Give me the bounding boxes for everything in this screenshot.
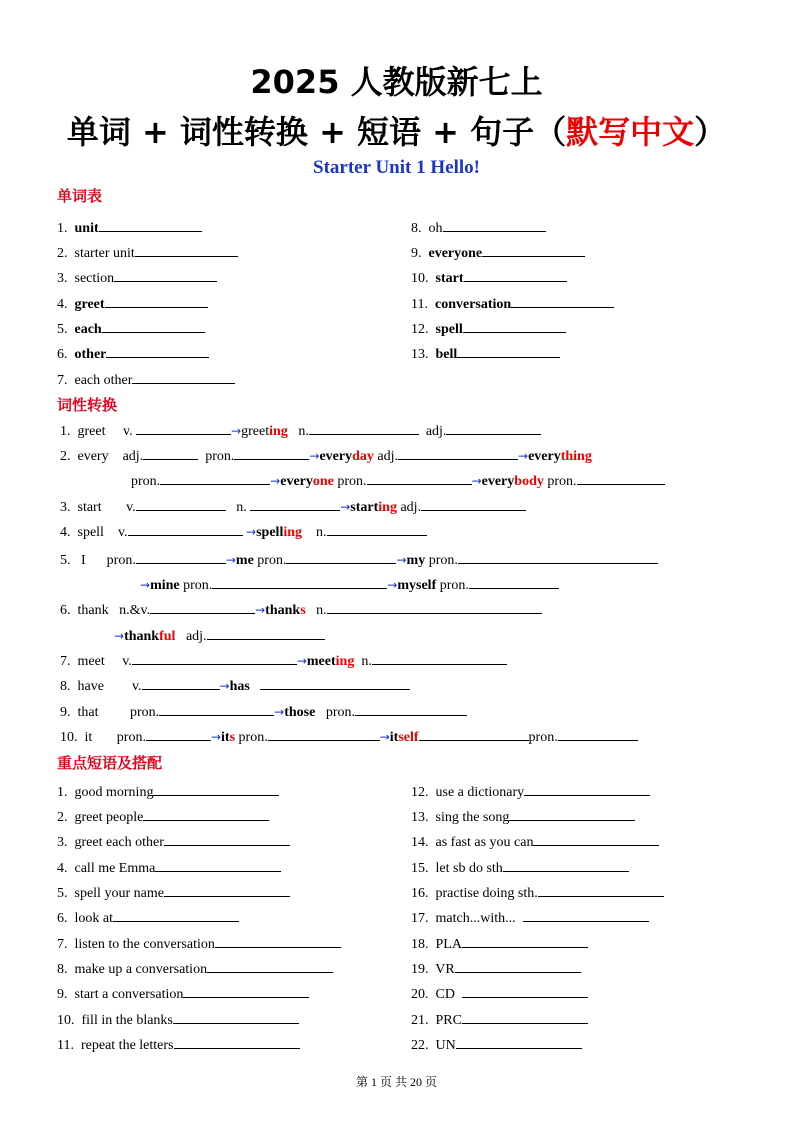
word-item: 2. starter unit xyxy=(57,243,238,263)
conversion-row-6: 6. thank n.&v. →thanks n. xyxy=(60,600,542,620)
answer-blank[interactable] xyxy=(183,984,309,998)
answer-blank[interactable] xyxy=(482,243,585,257)
answer-blank[interactable] xyxy=(462,934,588,948)
phrase-item: 9. start a conversation xyxy=(57,984,309,1004)
answer-blank[interactable] xyxy=(463,319,566,333)
arrow-icon: → xyxy=(309,449,320,463)
answer-blank[interactable] xyxy=(464,268,567,282)
title-line2-close: ） xyxy=(694,113,727,151)
arrow-icon: → xyxy=(296,654,307,668)
answer-blank[interactable] xyxy=(155,858,281,872)
arrow-icon: → xyxy=(274,705,285,719)
arrow-icon: → xyxy=(219,679,230,693)
answer-blank[interactable] xyxy=(446,421,541,435)
answer-blank[interactable] xyxy=(160,471,270,485)
phrase-item: 14. as fast as you can xyxy=(411,832,659,852)
phrase-item: 19. VR xyxy=(411,959,581,979)
answer-blank[interactable] xyxy=(455,959,581,973)
answer-blank[interactable] xyxy=(143,807,269,821)
answer-blank[interactable] xyxy=(421,497,526,511)
section-phrases-heading: 重点短语及搭配 xyxy=(57,754,163,772)
answer-blank[interactable] xyxy=(372,651,507,665)
answer-blank[interactable] xyxy=(462,1010,588,1024)
phrase-item: 3. greet each other xyxy=(57,832,290,852)
conversion-row-1: 1. greet v. →greeting n. adj. xyxy=(60,421,541,441)
conversion-row-2b: pron. →everyone pron. →everybody pron. xyxy=(131,471,665,491)
answer-blank[interactable] xyxy=(132,651,297,665)
arrow-icon: → xyxy=(471,474,482,488)
answer-blank[interactable] xyxy=(458,550,658,564)
answer-blank[interactable] xyxy=(577,471,665,485)
arrow-icon: → xyxy=(114,629,125,643)
conversion-row-5b: →mine pron. →myself pron. xyxy=(140,575,559,595)
title-line2-main: 单词 + 词性转换 + 短语 + 句子（ xyxy=(66,113,567,151)
answer-blank[interactable] xyxy=(327,600,542,614)
answer-blank[interactable] xyxy=(135,243,238,257)
answer-blank[interactable] xyxy=(142,676,220,690)
answer-blank[interactable] xyxy=(327,522,427,536)
phrase-item: 7. listen to the conversation xyxy=(57,934,341,954)
conversion-row-5: 5. I pron. →me pron. →my pron. xyxy=(60,550,658,570)
answer-blank[interactable] xyxy=(102,319,205,333)
word-item: 1. unit xyxy=(57,218,202,238)
answer-blank[interactable] xyxy=(443,218,546,232)
conversion-row-4: 4. spell v. →spelling n. xyxy=(60,522,427,542)
answer-blank[interactable] xyxy=(106,344,209,358)
phrase-item: 20. CD xyxy=(411,984,588,1004)
word-item: 13. bell xyxy=(411,344,560,364)
answer-blank[interactable] xyxy=(538,883,664,897)
answer-blank[interactable] xyxy=(99,218,202,232)
arrow-icon: → xyxy=(396,553,407,567)
title-line2-highlight: 默写中文 xyxy=(566,113,695,151)
phrase-item: 6. look at xyxy=(57,908,239,928)
section-conversion-heading: 词性转换 xyxy=(57,396,118,414)
answer-blank[interactable] xyxy=(355,702,467,716)
phrase-item: 18. PLA xyxy=(411,934,588,954)
arrow-icon: → xyxy=(518,449,529,463)
conversion-row-6b: →thankful adj. xyxy=(114,626,325,646)
answer-blank[interactable] xyxy=(105,294,208,308)
answer-blank[interactable] xyxy=(207,959,333,973)
title-line2 xyxy=(0,110,793,154)
answer-blank[interactable] xyxy=(164,832,290,846)
arrow-icon: → xyxy=(270,474,281,488)
conversion-row-10: 10. it pron. →its pron. →itself pron. xyxy=(60,727,638,747)
answer-blank[interactable] xyxy=(146,727,211,741)
phrase-item: 17. match...with... xyxy=(411,908,649,928)
answer-blank[interactable] xyxy=(268,727,380,741)
word-item: 12. spell xyxy=(411,319,566,339)
word-item: 5. each xyxy=(57,319,205,339)
word-item: 4. greet xyxy=(57,294,208,314)
phrase-item: 8. make up a conversation xyxy=(57,959,333,979)
answer-blank[interactable] xyxy=(234,446,309,460)
conversion-row-7: 7. meet v. →meeting n. xyxy=(60,651,507,671)
answer-blank[interactable] xyxy=(113,908,239,922)
arrow-icon: → xyxy=(231,424,242,438)
arrow-icon: → xyxy=(255,603,266,617)
answer-blank[interactable] xyxy=(136,550,226,564)
answer-blank[interactable] xyxy=(164,883,290,897)
answer-blank[interactable] xyxy=(132,370,235,384)
unit-title: Starter Unit 1 Hello! xyxy=(313,157,480,178)
arrow-icon: → xyxy=(246,525,257,539)
word-item: 10. start xyxy=(411,268,567,288)
arrow-icon: → xyxy=(210,730,222,744)
answer-blank[interactable] xyxy=(114,268,217,282)
phrase-item: 22. UN xyxy=(411,1035,582,1055)
arrow-icon: → xyxy=(340,500,351,514)
answer-blank[interactable] xyxy=(136,421,231,435)
conversion-row-9: 9. that pron. →those pron. xyxy=(60,702,467,722)
word-item: 7. each other xyxy=(57,370,235,390)
phrase-item: 15. let sb do sth xyxy=(411,858,629,878)
answer-blank[interactable] xyxy=(215,934,341,948)
answer-blank[interactable] xyxy=(558,727,638,741)
answer-blank[interactable] xyxy=(153,782,279,796)
answer-blank[interactable] xyxy=(469,575,559,589)
answer-blank[interactable] xyxy=(523,908,649,922)
conversion-row-2: 2. every adj. pron. →everyday adj. →everything xyxy=(60,446,592,466)
answer-blank[interactable] xyxy=(143,446,198,460)
conversion-row-3: 3. start v. n. →starting adj. xyxy=(60,497,526,517)
answer-blank[interactable] xyxy=(462,984,588,998)
arrow-icon: → xyxy=(225,553,236,567)
answer-blank[interactable] xyxy=(286,550,396,564)
answer-blank[interactable] xyxy=(456,1035,582,1049)
answer-blank[interactable] xyxy=(159,702,274,716)
answer-blank[interactable] xyxy=(128,522,243,536)
answer-blank[interactable] xyxy=(150,600,255,614)
word-item: 11. conversation xyxy=(411,294,614,314)
word-item: 9. everyone xyxy=(411,243,585,263)
answer-blank[interactable] xyxy=(173,1010,299,1024)
answer-blank[interactable] xyxy=(533,832,659,846)
page-footer: 第 1 页 共 20 页 xyxy=(355,1075,437,1089)
phrase-item: 16. practise doing sth. xyxy=(411,883,664,903)
phrase-item: 21. PRC xyxy=(411,1010,588,1030)
phrase-item: 4. call me Emma xyxy=(57,858,281,878)
word-item: 6. other xyxy=(57,344,209,364)
answer-blank[interactable] xyxy=(503,858,629,872)
answer-blank[interactable] xyxy=(457,344,560,358)
answer-blank[interactable] xyxy=(524,782,650,796)
phrase-item: 2. greet people xyxy=(57,807,269,827)
word-item: 3. section xyxy=(57,268,217,288)
answer-blank[interactable] xyxy=(398,446,518,460)
answer-blank[interactable] xyxy=(207,626,325,640)
conversion-row-8: 8. have v. →has xyxy=(60,676,410,696)
arrow-icon: → xyxy=(140,578,151,592)
phrase-item: 11. repeat the letters xyxy=(57,1035,300,1055)
section-words-heading: 单词表 xyxy=(57,187,103,205)
answer-blank[interactable] xyxy=(174,1035,300,1049)
arrow-icon: → xyxy=(379,730,390,744)
answer-blank[interactable] xyxy=(367,471,472,485)
arrow-icon: → xyxy=(387,578,398,592)
phrase-item: 12. use a dictionary xyxy=(411,782,650,802)
answer-blank[interactable] xyxy=(250,497,340,511)
answer-blank[interactable] xyxy=(212,575,387,589)
answer-blank[interactable] xyxy=(511,294,614,308)
answer-blank[interactable] xyxy=(309,421,419,435)
answer-blank[interactable] xyxy=(260,676,410,690)
answer-blank[interactable] xyxy=(419,727,529,741)
phrase-item: 10. fill in the blanks xyxy=(57,1010,299,1030)
answer-blank[interactable] xyxy=(509,807,635,821)
title-line1: 2025 人教版新七上 xyxy=(250,63,543,101)
phrase-item: 1. good morning xyxy=(57,782,279,802)
answer-blank[interactable] xyxy=(136,497,226,511)
word-item: 8. oh xyxy=(411,218,546,238)
phrase-item: 13. sing the song xyxy=(411,807,635,827)
phrase-item: 5. spell your name xyxy=(57,883,290,903)
